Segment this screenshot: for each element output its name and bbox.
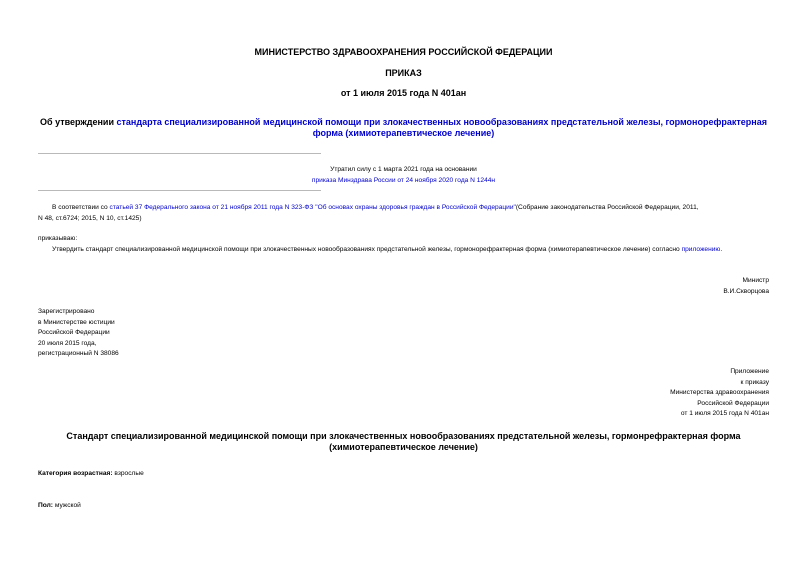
status-note — [0, 165, 807, 186]
appendix-line: к приказу — [740, 378, 769, 386]
appendix-block — [670, 367, 769, 420]
standard-title-line2: (химиотерапевтическое лечение) — [329, 442, 478, 452]
divider-top — [38, 153, 321, 154]
doc-date-number: от 1 июля 2015 года N 401ан — [340, 88, 467, 98]
order-command: приказываю: — [38, 235, 78, 242]
divider-bottom — [38, 190, 321, 191]
preamble-rest: (Собрание законодательства Российской Федерации, 2011, — [515, 204, 699, 211]
appendix-line: Министерства здравоохранения — [670, 389, 769, 396]
doc-title — [0, 117, 807, 139]
preamble — [38, 203, 769, 224]
registration-line: 20 июля 2015 года, — [38, 339, 97, 347]
registration-block — [38, 307, 119, 360]
registration-line: Российской Федерации — [38, 329, 110, 336]
signature-position: Министр — [742, 277, 769, 284]
age-label: Категория возрастная: — [38, 470, 113, 477]
sex-value: мужской — [53, 502, 81, 509]
ministry-heading: МИНИСТЕРСТВО ЗДРАВООХРАНЕНИЯ РОССИЙСКОЙ ФЕДЕРАЦИИ — [254, 47, 553, 57]
appendix-line: от 1 июля 2015 года N 401ан — [680, 410, 769, 417]
law-article-link[interactable]: статьей 37 Федерального закона от 21 ноября 2011 года N 323-ФЗ — [109, 204, 314, 211]
doc-title-link-line2[interactable]: форма (химиотерапевтическое лечение) — [312, 128, 495, 138]
preamble-intro: В соответствии со — [52, 204, 110, 211]
signature-name: В.И.Скворцова — [723, 287, 769, 295]
doc-title-link[interactable]: стандарта специализированной медицинской помощи при злокачественных новообразованиях предстательной железы, гормонорефрактерная — [116, 117, 767, 127]
standard-title-line1: Стандарт специализированной медицинской помощи при злокачественных новообразованиях предстательной железы, гормонрефрактерная форма — [66, 431, 741, 441]
status-note-link[interactable]: приказа Минздрава России от 24 ноября 2020 года N 1244н — [311, 176, 496, 184]
appendix-line: Российской Федерации — [697, 399, 769, 407]
registration-line: регистрационный N 38086 — [38, 350, 119, 357]
order-text: Утвердить стандарт специализированной медицинской помощи при злокачественных новообразованиях предстательной железы, гормонорефрактерная форма (химиотерапевтическое лечение) согласно — [52, 245, 680, 253]
appendix-link[interactable]: приложению — [681, 245, 721, 253]
preamble-line2: N 48, ст.6724; 2015, N 10, ст.1425) — [38, 214, 142, 222]
signature-block — [723, 276, 769, 297]
order-block: приказываю: Утвердить стандарт специализированной медицинской помощи при злокачественных новообразованиях предстательной железы, гормонорефрактерная форма (химиотерапевтическое лечение) согласно приложению. — [38, 234, 769, 255]
registration-line: Зарегистрировано — [38, 308, 95, 315]
age-category — [38, 469, 144, 480]
standard-title — [0, 431, 807, 453]
status-note-text: Утратил силу с 1 марта 2021 года на основании — [330, 166, 477, 173]
doc-title-prefix: Об утверждении — [40, 117, 117, 127]
doc-type-heading: ПРИКАЗ — [385, 68, 422, 78]
sex-field — [38, 501, 81, 512]
registration-line: в Министерстве юстиции — [38, 318, 115, 326]
law-title-link[interactable]: "Об основах охраны здоровья граждан в Российской Федерации" — [315, 204, 516, 211]
age-value: взрослые — [112, 470, 144, 477]
appendix-line: Приложение — [730, 368, 769, 375]
sex-label: Пол: — [38, 502, 53, 509]
